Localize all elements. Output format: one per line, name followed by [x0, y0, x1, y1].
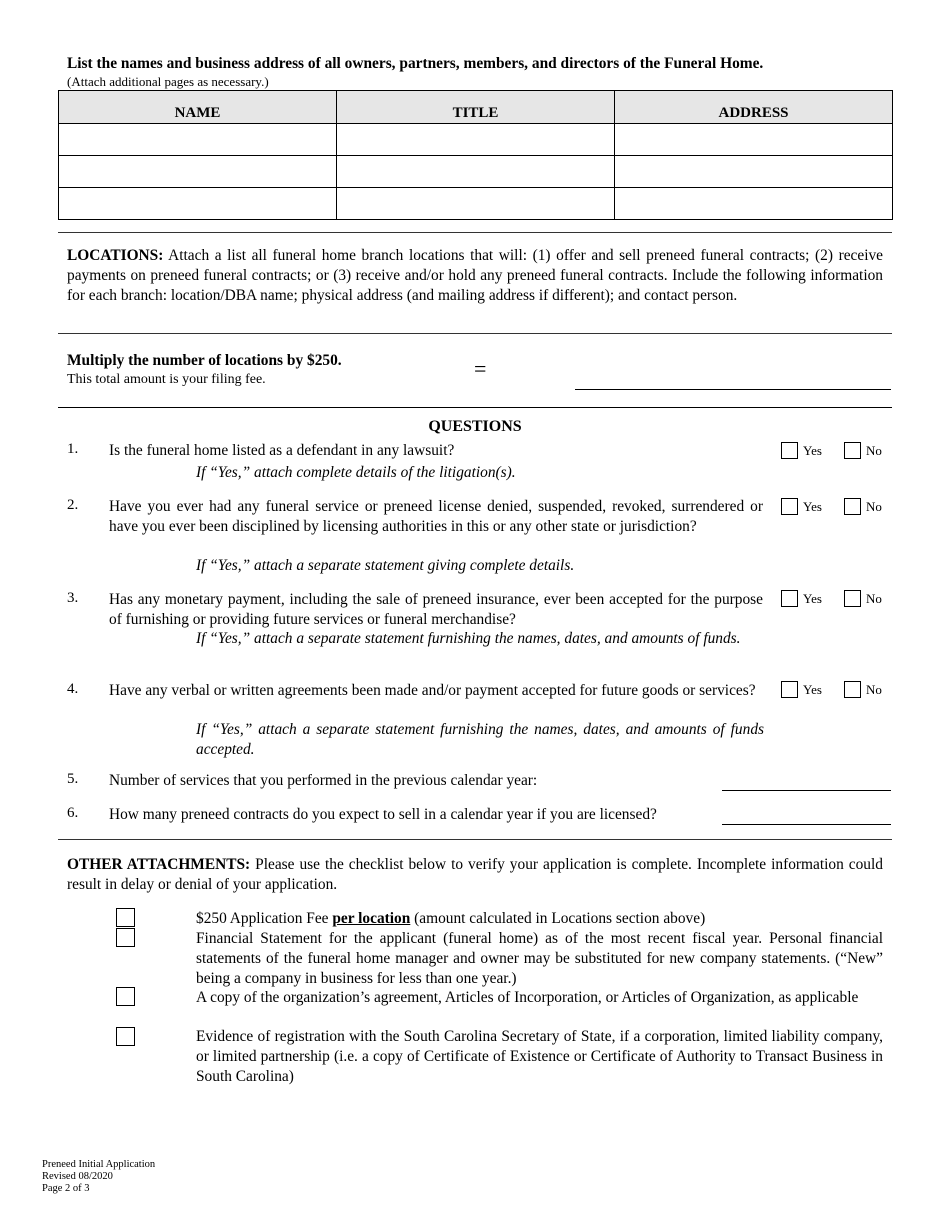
- owners-header-row: [59, 91, 893, 124]
- question-number: 2.: [67, 497, 79, 513]
- no-checkbox[interactable]: [844, 681, 861, 698]
- organization-agreement-checkbox[interactable]: [116, 987, 135, 1006]
- fee-subtitle: This total amount is your filing fee.: [67, 372, 266, 387]
- attachment-fee-text-end: (amount calculated in Locations section above): [410, 910, 706, 927]
- locations-paragraph: [67, 246, 883, 306]
- owners-note: (Attach additional pages as necessary.): [67, 74, 269, 89]
- divider: [58, 839, 892, 840]
- question-number: 5.: [67, 771, 79, 787]
- expected-contracts-field[interactable]: [722, 824, 891, 825]
- question-instruction: If “Yes,” attach a separate statement furnishing the names, dates, and amounts of funds accepted.: [196, 721, 764, 758]
- attachment-fee-emphasis: per location: [332, 910, 411, 927]
- yes-label: Yes: [803, 443, 822, 458]
- yes-checkbox[interactable]: [781, 498, 798, 515]
- locations-text: Attach a list all funeral home branch locations that will: (1) offer and sell preneed funeral contracts; (2) receive payments on preneed funeral contracts; or (3) receive and/or hold any preneed funeral contracts. Include the following information for each branch: location/DBA name; physical address (and mailing address if different); and contact person.: [67, 247, 883, 304]
- attachments-paragraph: [67, 855, 883, 895]
- column-header-title: TITLE: [337, 91, 615, 124]
- question-text: Have you ever had any funeral service or preneed license denied, suspended, revoked, surrendered or have you ever been disciplined by licensing authorities in this or any other state or jurisdiction?: [109, 498, 763, 535]
- question-number: 6.: [67, 805, 79, 821]
- no-label: No: [866, 682, 882, 697]
- question-text: Have any verbal or written agreements been made and/or payment accepted for future goods or services?: [109, 682, 756, 699]
- question-text: Number of services that you performed in the previous calendar year:: [109, 772, 538, 789]
- registration-evidence-checkbox[interactable]: [116, 1027, 135, 1046]
- footer-form-name: Preneed Initial Application: [42, 1159, 156, 1170]
- yes-checkbox[interactable]: [781, 442, 798, 459]
- address-cell[interactable]: [615, 156, 893, 188]
- divider: [58, 407, 892, 408]
- no-label: No: [866, 591, 882, 606]
- yes-label: Yes: [803, 499, 822, 514]
- owners-table: [58, 90, 893, 220]
- services-count-field[interactable]: [722, 790, 891, 791]
- question-instruction: If “Yes,” attach complete details of the litigation(s).: [196, 464, 516, 481]
- column-header-name: NAME: [59, 91, 337, 124]
- question-number: 1.: [67, 441, 79, 457]
- table-row: [59, 156, 893, 188]
- no-checkbox[interactable]: [844, 498, 861, 515]
- question-text: Has any monetary payment, including the sale of preneed insurance, ever been accepted for the purpose of furnishing or providing future services or funeral merchandise?: [109, 591, 763, 628]
- no-checkbox[interactable]: [844, 442, 861, 459]
- equals-sign: =: [474, 356, 487, 381]
- name-cell[interactable]: [59, 188, 337, 220]
- attachment-fee-text: $250 Application Fee: [196, 910, 333, 927]
- attachments-label: OTHER ATTACHMENTS:: [67, 856, 251, 873]
- no-checkbox[interactable]: [844, 590, 861, 607]
- divider: [58, 333, 892, 334]
- yes-checkbox[interactable]: [781, 681, 798, 698]
- title-cell[interactable]: [337, 156, 615, 188]
- attachment-item-fee: [196, 909, 883, 929]
- question-number: 3.: [67, 590, 79, 606]
- question-number: 4.: [67, 681, 79, 697]
- question-text: How many preneed contracts do you expect to sell in a calendar year if you are licensed?: [109, 806, 657, 823]
- locations-label: LOCATIONS:: [67, 247, 164, 264]
- title-cell[interactable]: [337, 188, 615, 220]
- fee-total-field[interactable]: [575, 389, 891, 390]
- questions-heading: QUESTIONS: [428, 418, 522, 435]
- table-row: [59, 124, 893, 156]
- attachment-item-agreement: A copy of the organization’s agreement, Articles of Incorporation, or Articles of Organization, as applicable: [196, 989, 859, 1006]
- application-fee-checkbox[interactable]: [116, 908, 135, 927]
- attachment-item-registration: Evidence of registration with the South Carolina Secretary of State, if a corporation, limited liability company, or limited partnership (i.e. a copy of Certificate of Existence or Certificate of Authority to Transact Business in South Carolina): [196, 1028, 883, 1085]
- footer-page-number: Page 2 of 3: [42, 1183, 90, 1194]
- address-cell[interactable]: [615, 124, 893, 156]
- yes-label: Yes: [803, 591, 822, 606]
- no-label: No: [866, 443, 882, 458]
- no-label: No: [866, 499, 882, 514]
- attachments-intro: Please use the checklist below to verify your application is complete. Incomplete information could result in delay or denial of your application.: [67, 856, 883, 893]
- owners-heading: List the names and business address of all owners, partners, members, and directors of the Funeral Home.: [67, 55, 764, 72]
- yes-label: Yes: [803, 682, 822, 697]
- table-row: [59, 188, 893, 220]
- financial-statement-checkbox[interactable]: [116, 928, 135, 947]
- question-instruction: If “Yes,” attach a separate statement giving complete details.: [196, 557, 575, 574]
- yes-checkbox[interactable]: [781, 590, 798, 607]
- name-cell[interactable]: [59, 156, 337, 188]
- column-header-address: ADDRESS: [615, 91, 893, 124]
- divider: [58, 232, 892, 233]
- address-cell[interactable]: [615, 188, 893, 220]
- title-cell[interactable]: [337, 124, 615, 156]
- attachment-item-financial: Financial Statement for the applicant (funeral home) as of the most recent fiscal year. Personal financial statements of the funeral home manager and owner may be substituted for new company statements. (“New” being a company in business for less than one year.): [196, 930, 883, 987]
- name-cell[interactable]: [59, 124, 337, 156]
- fee-title: Multiply the number of locations by $250.: [67, 352, 342, 369]
- question-text: Is the funeral home listed as a defendant in any lawsuit?: [109, 442, 455, 459]
- footer-revision: Revised 08/2020: [42, 1171, 113, 1182]
- question-instruction: If “Yes,” attach a separate statement furnishing the names, dates, and amounts of funds.: [196, 630, 741, 647]
